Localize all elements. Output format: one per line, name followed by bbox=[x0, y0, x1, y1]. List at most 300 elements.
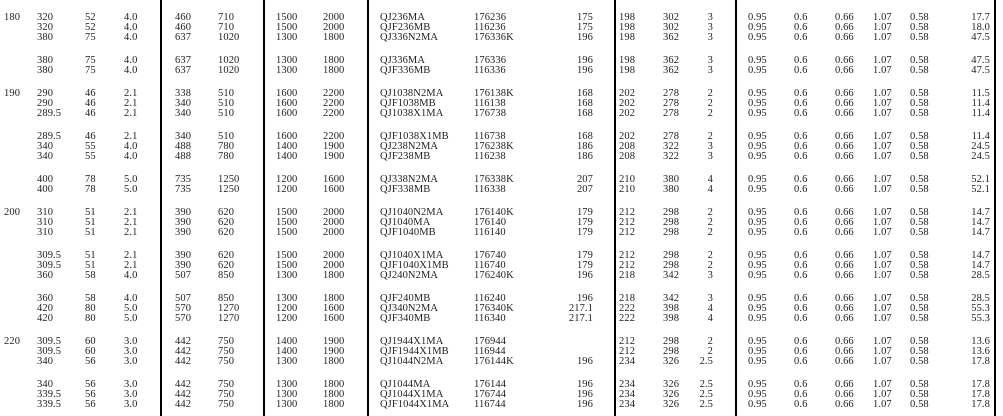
table-cell: 2000 bbox=[323, 22, 345, 33]
table-cell: 342 bbox=[663, 270, 680, 281]
table-cell: 116944 bbox=[474, 346, 506, 357]
table-cell: 0.66 bbox=[835, 260, 854, 271]
table-cell: 442 bbox=[175, 346, 192, 357]
table-cell: 0.95 bbox=[748, 270, 767, 281]
table-cell: 340 bbox=[37, 151, 54, 162]
table-cell: 0.58 bbox=[910, 399, 929, 410]
table-cell: 309.5 bbox=[37, 346, 62, 357]
table-cell: 1.07 bbox=[873, 293, 892, 304]
table-cell: 390 bbox=[175, 217, 192, 228]
table-cell: 380 bbox=[37, 65, 54, 76]
table-cell: 0.66 bbox=[835, 22, 854, 33]
table-cell: 179 bbox=[576, 217, 593, 228]
table-cell: 0.6 bbox=[794, 88, 808, 99]
table-cell: 51 bbox=[85, 250, 96, 261]
table-cell: 3 bbox=[707, 22, 713, 33]
table-cell: 0.66 bbox=[835, 379, 854, 390]
table-cell: 278 bbox=[663, 88, 680, 99]
table-cell: 176336 bbox=[474, 55, 507, 66]
table-cell: 208 bbox=[619, 141, 636, 152]
table-cell: 0.6 bbox=[794, 207, 808, 218]
table-cell: 0.58 bbox=[910, 184, 929, 195]
table-cell: 637 bbox=[175, 32, 192, 43]
table-cell: 340 bbox=[37, 379, 54, 390]
table-cell: 4.0 bbox=[124, 151, 138, 162]
table-cell: 2.5 bbox=[699, 379, 713, 390]
table-cell: 58 bbox=[85, 293, 96, 304]
table-cell: 179 bbox=[576, 250, 593, 261]
table-cell: 735 bbox=[175, 184, 192, 195]
table-cell: 3.0 bbox=[124, 346, 138, 357]
table-cell: 3.0 bbox=[124, 379, 138, 390]
table-cell: 222 bbox=[619, 313, 636, 324]
table-cell: 0.95 bbox=[748, 313, 767, 324]
table-cell: 1300 bbox=[276, 399, 298, 410]
table-cell: 710 bbox=[218, 22, 235, 33]
table-cell: 0.58 bbox=[910, 12, 929, 23]
table-cell: 1250 bbox=[218, 174, 240, 185]
table-cell: 179 bbox=[576, 260, 593, 271]
table-cell: 13.6 bbox=[971, 346, 990, 357]
table-cell: 0.66 bbox=[835, 108, 854, 119]
table-cell: 488 bbox=[175, 141, 192, 152]
table-cell: 0.66 bbox=[835, 313, 854, 324]
table-cell: 1300 bbox=[276, 293, 298, 304]
table-cell: 14.7 bbox=[971, 217, 990, 228]
table-cell: 2.1 bbox=[124, 88, 138, 99]
table-cell: 17.8 bbox=[971, 379, 990, 390]
table-cell: 0.66 bbox=[835, 174, 854, 185]
table-cell: 2 bbox=[707, 346, 713, 357]
table-cell: QJ336MA bbox=[380, 55, 426, 66]
table-cell: 1800 bbox=[323, 379, 345, 390]
table-cell: 1500 bbox=[276, 217, 298, 228]
table-cell: 2 bbox=[707, 108, 713, 119]
table-cell: 175 bbox=[576, 12, 593, 23]
table-cell: 298 bbox=[663, 336, 680, 347]
table-cell: 1020 bbox=[218, 32, 240, 43]
table-cell: 339.5 bbox=[37, 399, 62, 410]
table-cell: 488 bbox=[175, 151, 192, 162]
table-cell: 510 bbox=[218, 88, 235, 99]
table-cell: 176944 bbox=[474, 336, 507, 347]
table-cell: 1300 bbox=[276, 55, 298, 66]
table-cell: 218 bbox=[619, 270, 636, 281]
table-cell: 179 bbox=[576, 227, 593, 238]
table-cell: 1270 bbox=[218, 303, 240, 314]
table-cell: 116140 bbox=[474, 227, 506, 238]
bore-diameter: 220 bbox=[4, 336, 21, 347]
table-cell: 1.07 bbox=[873, 207, 892, 218]
table-cell: 1600 bbox=[323, 184, 345, 195]
table-cell: 2.1 bbox=[124, 260, 138, 271]
table-cell: QJ240N2MA bbox=[380, 270, 439, 281]
table-cell: 0.66 bbox=[835, 98, 854, 109]
table-cell: 78 bbox=[85, 184, 96, 195]
column-divider bbox=[735, 0, 737, 416]
table-cell: 0.95 bbox=[748, 379, 767, 390]
table-cell: 2.1 bbox=[124, 98, 138, 109]
table-cell: 80 bbox=[85, 313, 96, 324]
table-cell: 116336 bbox=[474, 65, 506, 76]
table-cell: 2 bbox=[707, 217, 713, 228]
table-cell: 222 bbox=[619, 303, 636, 314]
table-cell: 52.1 bbox=[971, 184, 990, 195]
table-cell: 1.07 bbox=[873, 389, 892, 400]
table-cell: 0.6 bbox=[794, 131, 808, 142]
table-cell: 1250 bbox=[218, 184, 240, 195]
table-cell: 298 bbox=[663, 250, 680, 261]
table-cell: 207 bbox=[576, 174, 593, 185]
table-cell: 0.95 bbox=[748, 207, 767, 218]
table-cell: 0.66 bbox=[835, 65, 854, 76]
table-cell: 460 bbox=[175, 22, 192, 33]
table-cell: 14.7 bbox=[971, 207, 990, 218]
table-cell: 52.1 bbox=[971, 174, 990, 185]
table-cell: 0.58 bbox=[910, 270, 929, 281]
table-cell: 362 bbox=[663, 32, 680, 43]
table-cell: 310 bbox=[37, 227, 54, 238]
table-cell: 0.66 bbox=[835, 151, 854, 162]
table-cell: 198 bbox=[619, 65, 636, 76]
table-cell: 2 bbox=[707, 227, 713, 238]
table-cell: 4.0 bbox=[124, 141, 138, 152]
table-cell: 17.8 bbox=[971, 399, 990, 410]
table-cell: 24.5 bbox=[971, 151, 990, 162]
table-cell: 0.6 bbox=[794, 151, 808, 162]
table-cell: 14.7 bbox=[971, 227, 990, 238]
table-cell: 309.5 bbox=[37, 260, 62, 271]
table-cell: 176338K bbox=[474, 174, 514, 185]
table-cell: 0.66 bbox=[835, 250, 854, 261]
table-cell: 13.6 bbox=[971, 336, 990, 347]
table-cell: 3.0 bbox=[124, 399, 138, 410]
table-cell: 80 bbox=[85, 303, 96, 314]
table-cell: 2000 bbox=[323, 260, 345, 271]
table-cell: 2.5 bbox=[699, 389, 713, 400]
table-cell: 0.95 bbox=[748, 55, 767, 66]
table-cell: 0.58 bbox=[910, 141, 929, 152]
table-cell: 0.6 bbox=[794, 313, 808, 324]
table-cell: 1500 bbox=[276, 250, 298, 261]
table-cell: QJ1044MA bbox=[380, 379, 431, 390]
table-cell: 0.58 bbox=[910, 356, 929, 367]
table-cell: 637 bbox=[175, 55, 192, 66]
table-cell: 390 bbox=[175, 227, 192, 238]
table-cell: 176740 bbox=[474, 250, 507, 261]
table-cell: 0.6 bbox=[794, 379, 808, 390]
table-cell: QJ1044N2MA bbox=[380, 356, 444, 367]
table-cell: 168 bbox=[576, 131, 593, 142]
table-cell: 60 bbox=[85, 346, 96, 357]
table-cell: 217.1 bbox=[568, 303, 593, 314]
table-cell: 0.6 bbox=[794, 250, 808, 261]
table-cell: 1.07 bbox=[873, 227, 892, 238]
table-cell: 510 bbox=[218, 98, 235, 109]
table-cell: 0.58 bbox=[910, 22, 929, 33]
table-cell: 196 bbox=[576, 293, 593, 304]
table-cell: 17.8 bbox=[971, 389, 990, 400]
table-cell: 338 bbox=[175, 88, 192, 99]
table-cell: 1800 bbox=[323, 65, 345, 76]
table-cell: 0.66 bbox=[835, 336, 854, 347]
table-cell: 326 bbox=[663, 399, 680, 410]
table-cell: 186 bbox=[576, 151, 593, 162]
table-cell: 11.5 bbox=[971, 88, 990, 99]
table-cell: 168 bbox=[576, 98, 593, 109]
table-cell: 51 bbox=[85, 217, 96, 228]
table-cell: 17.8 bbox=[971, 356, 990, 367]
table-cell: 2.1 bbox=[124, 250, 138, 261]
table-cell: 0.6 bbox=[794, 12, 808, 23]
table-cell: 400 bbox=[37, 174, 54, 185]
table-cell: 2.1 bbox=[124, 217, 138, 228]
table-cell: 0.58 bbox=[910, 207, 929, 218]
table-cell: 1500 bbox=[276, 227, 298, 238]
table-cell: 28.5 bbox=[971, 270, 990, 281]
table-cell: 51 bbox=[85, 227, 96, 238]
table-cell: 0.6 bbox=[794, 270, 808, 281]
table-cell: 1200 bbox=[276, 174, 298, 185]
table-cell: 116738 bbox=[474, 131, 506, 142]
table-cell: QJF1038MB bbox=[380, 98, 436, 109]
table-cell: 0.58 bbox=[910, 174, 929, 185]
table-cell: QJF1040MB bbox=[380, 227, 436, 238]
table-cell: QJF1944X1MB bbox=[380, 346, 449, 357]
table-cell: 507 bbox=[175, 293, 192, 304]
table-cell: 310 bbox=[37, 217, 54, 228]
table-cell: 3 bbox=[707, 293, 713, 304]
table-cell: 0.66 bbox=[835, 12, 854, 23]
table-cell: 0.58 bbox=[910, 227, 929, 238]
table-cell: QJF1040X1MB bbox=[380, 260, 449, 271]
table-cell: 0.6 bbox=[794, 336, 808, 347]
table-cell: 1400 bbox=[276, 141, 298, 152]
table-cell: 3.0 bbox=[124, 389, 138, 400]
table-cell: QJF240MB bbox=[380, 293, 431, 304]
table-cell: QJF340MB bbox=[380, 313, 431, 324]
table-cell: 0.95 bbox=[748, 141, 767, 152]
table-cell: 442 bbox=[175, 356, 192, 367]
table-cell: 1200 bbox=[276, 184, 298, 195]
table-cell: 196 bbox=[576, 356, 593, 367]
table-cell: 735 bbox=[175, 174, 192, 185]
table-cell: 212 bbox=[619, 336, 636, 347]
table-cell: 620 bbox=[218, 207, 235, 218]
table-cell: 56 bbox=[85, 399, 96, 410]
table-cell: 0.58 bbox=[910, 336, 929, 347]
table-cell: 208 bbox=[619, 151, 636, 162]
table-cell: 4.0 bbox=[124, 55, 138, 66]
table-cell: 1.07 bbox=[873, 151, 892, 162]
table-cell: 342 bbox=[663, 293, 680, 304]
table-cell: 1800 bbox=[323, 270, 345, 281]
table-cell: QJF338MB bbox=[380, 184, 431, 195]
table-cell: 196 bbox=[576, 389, 593, 400]
table-cell: 0.66 bbox=[835, 356, 854, 367]
table-cell: 1.07 bbox=[873, 303, 892, 314]
table-cell: 0.95 bbox=[748, 108, 767, 119]
table-cell: 0.58 bbox=[910, 260, 929, 271]
table-cell: 320 bbox=[37, 12, 54, 23]
column-divider bbox=[367, 0, 369, 416]
table-cell: 0.95 bbox=[748, 227, 767, 238]
table-cell: 310 bbox=[37, 207, 54, 218]
table-cell: 0.66 bbox=[835, 141, 854, 152]
table-cell: 340 bbox=[37, 356, 54, 367]
table-cell: 116236 bbox=[474, 22, 506, 33]
table-cell: 78 bbox=[85, 174, 96, 185]
table-cell: 176140 bbox=[474, 217, 507, 228]
table-cell: 289.5 bbox=[37, 131, 62, 142]
table-cell: 1600 bbox=[323, 174, 345, 185]
table-cell: 28.5 bbox=[971, 293, 990, 304]
table-cell: 168 bbox=[576, 108, 593, 119]
table-cell: 47.5 bbox=[971, 32, 990, 43]
table-cell: 1.07 bbox=[873, 270, 892, 281]
table-cell: 290 bbox=[37, 88, 54, 99]
table-cell: 24.5 bbox=[971, 141, 990, 152]
table-cell: 570 bbox=[175, 303, 192, 314]
table-cell: 176340K bbox=[474, 303, 514, 314]
table-cell: 116138 bbox=[474, 98, 506, 109]
table-cell: 0.95 bbox=[748, 12, 767, 23]
table-cell: 442 bbox=[175, 399, 192, 410]
table-cell: 0.6 bbox=[794, 227, 808, 238]
table-cell: 0.95 bbox=[748, 250, 767, 261]
table-cell: 380 bbox=[663, 184, 680, 195]
table-cell: 234 bbox=[619, 379, 636, 390]
table-cell: 2.5 bbox=[699, 399, 713, 410]
table-cell: 116744 bbox=[474, 399, 506, 410]
table-cell: 850 bbox=[218, 270, 235, 281]
table-cell: 55 bbox=[85, 141, 96, 152]
table-cell: 1.07 bbox=[873, 313, 892, 324]
table-cell: 326 bbox=[663, 379, 680, 390]
table-cell: 116238 bbox=[474, 151, 506, 162]
table-cell: 1800 bbox=[323, 55, 345, 66]
table-cell: 637 bbox=[175, 65, 192, 76]
table-cell: 202 bbox=[619, 131, 636, 142]
table-cell: QJ1944X1MA bbox=[380, 336, 444, 347]
table-cell: 0.66 bbox=[835, 131, 854, 142]
table-cell: 176744 bbox=[474, 389, 507, 400]
table-cell: 4.0 bbox=[124, 293, 138, 304]
table-cell: 1500 bbox=[276, 207, 298, 218]
table-cell: 2 bbox=[707, 88, 713, 99]
table-cell: 3 bbox=[707, 141, 713, 152]
table-cell: 1500 bbox=[276, 22, 298, 33]
table-cell: 2000 bbox=[323, 207, 345, 218]
table-cell: 298 bbox=[663, 260, 680, 271]
table-cell: 1200 bbox=[276, 313, 298, 324]
table-cell: 0.6 bbox=[794, 184, 808, 195]
table-cell: 0.58 bbox=[910, 65, 929, 76]
table-cell: 0.66 bbox=[835, 389, 854, 400]
table-cell: 0.58 bbox=[910, 55, 929, 66]
table-cell: 210 bbox=[619, 184, 636, 195]
table-cell: 1.07 bbox=[873, 379, 892, 390]
table-cell: QJF1044X1MA bbox=[380, 399, 450, 410]
table-cell: 2.1 bbox=[124, 227, 138, 238]
table-cell: QJ1038X1MA bbox=[380, 108, 444, 119]
table-cell: 1500 bbox=[276, 12, 298, 23]
table-cell: 1900 bbox=[323, 151, 345, 162]
table-cell: 0.6 bbox=[794, 346, 808, 357]
table-cell: 0.6 bbox=[794, 65, 808, 76]
table-cell: 0.6 bbox=[794, 32, 808, 43]
table-cell: 1.07 bbox=[873, 336, 892, 347]
column-divider bbox=[994, 0, 996, 416]
table-cell: 75 bbox=[85, 55, 96, 66]
table-cell: 1.07 bbox=[873, 217, 892, 228]
table-cell: 198 bbox=[619, 55, 636, 66]
table-cell: 0.58 bbox=[910, 379, 929, 390]
table-cell: 0.95 bbox=[748, 98, 767, 109]
table-cell: 1300 bbox=[276, 389, 298, 400]
table-cell: 18.0 bbox=[971, 22, 990, 33]
table-cell: 46 bbox=[85, 98, 96, 109]
table-cell: 0.6 bbox=[794, 399, 808, 410]
table-cell: 620 bbox=[218, 227, 235, 238]
table-cell: QJF238MB bbox=[380, 151, 431, 162]
table-cell: 1600 bbox=[276, 98, 298, 109]
table-cell: 0.95 bbox=[748, 260, 767, 271]
table-cell: 207 bbox=[576, 184, 593, 195]
table-cell: 1400 bbox=[276, 336, 298, 347]
table-cell: 340 bbox=[175, 98, 192, 109]
table-cell: 202 bbox=[619, 98, 636, 109]
table-cell: 360 bbox=[37, 270, 54, 281]
table-cell: 0.66 bbox=[835, 217, 854, 228]
table-cell: 0.95 bbox=[748, 217, 767, 228]
table-cell: 390 bbox=[175, 250, 192, 261]
table-cell: 3 bbox=[707, 151, 713, 162]
table-cell: 1300 bbox=[276, 270, 298, 281]
table-cell: 3 bbox=[707, 32, 713, 43]
table-cell: 176336K bbox=[474, 32, 514, 43]
table-cell: 0.6 bbox=[794, 141, 808, 152]
table-cell: 326 bbox=[663, 389, 680, 400]
table-cell: 202 bbox=[619, 88, 636, 99]
table-cell: 1200 bbox=[276, 303, 298, 314]
table-cell: 1600 bbox=[323, 303, 345, 314]
table-cell: 234 bbox=[619, 356, 636, 367]
table-cell: 1.07 bbox=[873, 346, 892, 357]
table-cell: 2000 bbox=[323, 227, 345, 238]
table-cell: 11.4 bbox=[971, 98, 990, 109]
table-cell: 0.58 bbox=[910, 250, 929, 261]
table-cell: 780 bbox=[218, 141, 235, 152]
table-cell: 4.0 bbox=[124, 12, 138, 23]
table-cell: 339.5 bbox=[37, 389, 62, 400]
table-cell: 302 bbox=[663, 12, 680, 23]
table-cell: 0.95 bbox=[748, 336, 767, 347]
table-cell: 2.1 bbox=[124, 108, 138, 119]
table-cell: 0.95 bbox=[748, 303, 767, 314]
table-cell: 398 bbox=[663, 303, 680, 314]
table-cell: 196 bbox=[576, 32, 593, 43]
table-cell: 58 bbox=[85, 270, 96, 281]
table-cell: 1.07 bbox=[873, 98, 892, 109]
table-cell: 420 bbox=[37, 303, 54, 314]
table-cell: 510 bbox=[218, 131, 235, 142]
table-cell: 400 bbox=[37, 184, 54, 195]
table-cell: 2200 bbox=[323, 131, 345, 142]
table-cell: 0.58 bbox=[910, 389, 929, 400]
table-cell: 198 bbox=[619, 32, 636, 43]
table-cell: 75 bbox=[85, 65, 96, 76]
